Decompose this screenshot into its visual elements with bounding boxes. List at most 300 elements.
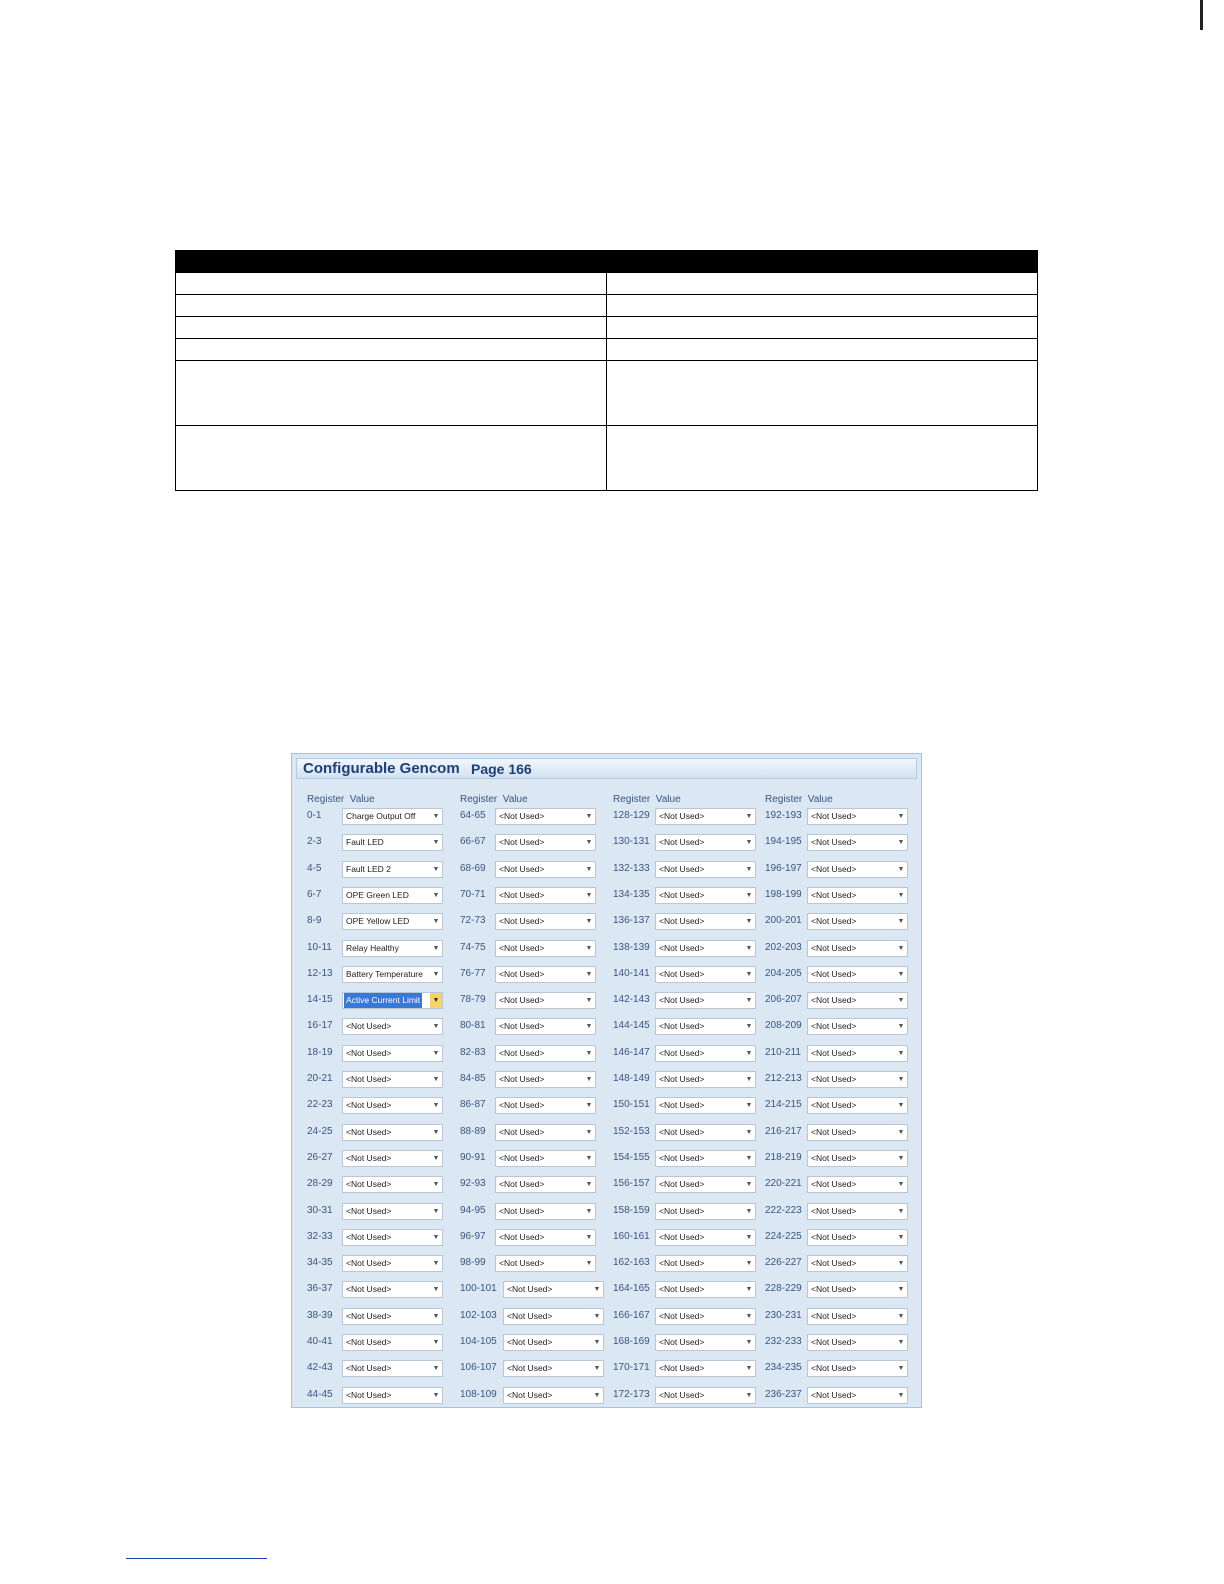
register-value-dropdown[interactable]: [807, 887, 908, 904]
dropdown-value: <Not Used>: [499, 995, 545, 1005]
panel-header: [296, 758, 917, 779]
register-value-dropdown[interactable]: [807, 808, 908, 825]
chevron-down-icon[interactable]: ▼: [897, 1129, 905, 1136]
dropdown-value: <Not Used>: [811, 1258, 857, 1268]
register-label: 224-225: [765, 1231, 802, 1242]
chevron-down-icon[interactable]: ▼: [593, 1339, 601, 1346]
chevron-down-icon[interactable]: ▼: [432, 892, 440, 899]
register-value-dropdown[interactable]: [807, 1045, 908, 1062]
dropdown-value: <Not Used>: [507, 1337, 553, 1347]
register-value-dropdown[interactable]: [655, 861, 756, 878]
table-cell: [607, 361, 1038, 426]
register-value-dropdown[interactable]: [503, 1360, 604, 1377]
dropdown-value: Active Current Limit: [344, 993, 422, 1008]
chevron-down-icon[interactable]: ▼: [745, 945, 753, 952]
register-value-dropdown[interactable]: [807, 1203, 908, 1220]
register-value-dropdown[interactable]: [807, 966, 908, 983]
chevron-down-icon[interactable]: ▼: [585, 945, 593, 952]
dropdown-value: Battery Temperature: [346, 969, 423, 979]
chevron-down-icon[interactable]: ▼: [897, 971, 905, 978]
chevron-down-icon[interactable]: ▼: [745, 839, 753, 846]
chevron-down-icon[interactable]: ▼: [897, 1023, 905, 1030]
register-label: 152-153: [613, 1126, 650, 1137]
chevron-down-icon[interactable]: ▼: [593, 1313, 601, 1320]
register-label: 68-69: [460, 863, 486, 874]
chevron-down-icon[interactable]: ▼: [745, 813, 753, 820]
register-value-dropdown[interactable]: [342, 992, 443, 1009]
chevron-down-icon[interactable]: ▼: [432, 1286, 440, 1293]
chevron-down-icon[interactable]: ▼: [432, 1260, 440, 1267]
register-label: 162-163: [613, 1257, 650, 1268]
chevron-down-icon[interactable]: ▼: [593, 1392, 601, 1399]
register-value-dropdown[interactable]: [655, 834, 756, 851]
register-value-dropdown[interactable]: [342, 1018, 443, 1035]
dropdown-value: Charge Output Off: [346, 811, 416, 821]
register-label: 158-159: [613, 1205, 650, 1216]
register-label: 154-155: [613, 1152, 650, 1163]
chevron-down-icon[interactable]: ▼: [432, 866, 440, 873]
register-value-dropdown[interactable]: [655, 1308, 756, 1325]
table-cell: [176, 339, 607, 361]
register-label: 132-133: [613, 863, 650, 874]
register-value-dropdown[interactable]: [655, 1097, 756, 1114]
chevron-down-icon[interactable]: ▼: [897, 1234, 905, 1241]
register-label: 192-193: [765, 810, 802, 821]
register-label: 170-171: [613, 1362, 650, 1373]
register-value-dropdown[interactable]: [342, 940, 443, 957]
chevron-down-icon[interactable]: ▼: [897, 1102, 905, 1109]
register-value-dropdown[interactable]: [655, 1229, 756, 1246]
register-value-dropdown[interactable]: [342, 1255, 443, 1272]
chevron-down-icon[interactable]: ▼: [585, 813, 593, 820]
chevron-down-icon[interactable]: ▼: [897, 1260, 905, 1267]
register-value-dropdown[interactable]: [655, 1203, 756, 1220]
chevron-down-icon[interactable]: ▼: [745, 1050, 753, 1057]
chevron-down-icon[interactable]: ▼: [585, 1023, 593, 1030]
register-value-dropdown[interactable]: [655, 1255, 756, 1272]
chevron-down-icon[interactable]: ▼: [432, 1365, 440, 1372]
register-value-dropdown[interactable]: [655, 913, 756, 930]
table-cell: [176, 426, 607, 491]
register-value-dropdown[interactable]: [342, 1150, 443, 1167]
chevron-down-icon[interactable]: ▼: [585, 918, 593, 925]
register-value-dropdown[interactable]: [807, 1018, 908, 1035]
dropdown-value: <Not Used>: [811, 1390, 857, 1400]
register-value-dropdown[interactable]: [495, 1203, 596, 1220]
footnote-rule: [126, 1558, 267, 1559]
chevron-down-icon[interactable]: ▼: [897, 866, 905, 873]
register-value-dropdown[interactable]: [655, 940, 756, 957]
register-value-dropdown[interactable]: [495, 1229, 596, 1246]
register-value-dropdown[interactable]: [342, 1229, 443, 1246]
chevron-down-icon[interactable]: ▼: [432, 1208, 440, 1215]
chevron-down-icon[interactable]: ▼: [432, 918, 440, 925]
chevron-down-icon[interactable]: ▼: [745, 866, 753, 873]
register-value-dropdown[interactable]: [807, 913, 908, 930]
register-value-dropdown[interactable]: [655, 1071, 756, 1088]
chevron-down-icon[interactable]: ▼: [745, 918, 753, 925]
chevron-down-icon[interactable]: ▼: [897, 918, 905, 925]
dropdown-value: <Not Used>: [659, 1074, 705, 1084]
register-label: 44-45: [307, 1389, 333, 1400]
register-value-dropdown[interactable]: [495, 887, 596, 904]
register-label: 200-201: [765, 915, 802, 926]
register-value-dropdown[interactable]: [495, 1255, 596, 1272]
chevron-down-icon[interactable]: ▼: [745, 1286, 753, 1293]
dropdown-value: <Not Used>: [811, 1179, 857, 1189]
register-value-dropdown[interactable]: [495, 1071, 596, 1088]
register-label: 104-105: [460, 1336, 497, 1347]
register-value-dropdown[interactable]: [807, 1176, 908, 1193]
dropdown-value: <Not Used>: [346, 1390, 392, 1400]
dropdown-value: <Not Used>: [499, 1074, 545, 1084]
chevron-down-icon[interactable]: ▼: [745, 1129, 753, 1136]
dropdown-value: <Not Used>: [499, 1232, 545, 1242]
chevron-down-icon[interactable]: ▼: [585, 1076, 593, 1083]
chevron-down-icon[interactable]: ▼: [745, 1260, 753, 1267]
register-value-dropdown[interactable]: [807, 834, 908, 851]
register-value-dropdown[interactable]: [807, 1255, 908, 1272]
dropdown-value: <Not Used>: [811, 1100, 857, 1110]
register-value-dropdown[interactable]: [655, 966, 756, 983]
chevron-down-icon[interactable]: ▼: [432, 1155, 440, 1162]
register-value-dropdown[interactable]: [807, 1124, 908, 1141]
register-label: 36-37: [307, 1283, 333, 1294]
chevron-down-icon[interactable]: ▼: [585, 1234, 593, 1241]
register-value-dropdown[interactable]: [655, 1360, 756, 1377]
dropdown-value: <Not Used>: [811, 1206, 857, 1216]
chevron-down-icon[interactable]: ▼: [585, 997, 593, 1004]
dropdown-value: <Not Used>: [811, 1127, 857, 1137]
chevron-down-icon[interactable]: ▼: [745, 1102, 753, 1109]
dropdown-value: <Not Used>: [659, 864, 705, 874]
register-label: 66-67: [460, 836, 486, 847]
register-value-dropdown[interactable]: [655, 992, 756, 1009]
chevron-down-icon[interactable]: ▼: [897, 1181, 905, 1188]
register-label: 128-129: [613, 810, 650, 821]
register-value-dropdown[interactable]: [503, 1281, 604, 1298]
register-value-dropdown[interactable]: [655, 1387, 756, 1404]
chevron-down-icon[interactable]: ▼: [432, 1339, 440, 1346]
chevron-down-icon[interactable]: ▼: [745, 1339, 753, 1346]
register-value-dropdown[interactable]: [807, 1150, 908, 1167]
dropdown-value: <Not Used>: [811, 1337, 857, 1347]
register-label: 136-137: [613, 915, 650, 926]
chevron-down-icon[interactable]: ▼: [585, 839, 593, 846]
chevron-down-icon[interactable]: ▼: [745, 1181, 753, 1188]
register-label: 214-215: [765, 1099, 802, 1110]
chevron-down-icon[interactable]: ▼: [897, 1365, 905, 1372]
table-row: [176, 273, 1038, 295]
register-label: 28-29: [307, 1178, 333, 1189]
chevron-down-icon[interactable]: ▼: [432, 813, 440, 820]
register-value-dropdown[interactable]: [342, 887, 443, 904]
register-value-dropdown[interactable]: [807, 1334, 908, 1351]
chevron-down-icon[interactable]: ▼: [745, 1234, 753, 1241]
register-value-dropdown[interactable]: [655, 1281, 756, 1298]
chevron-down-icon[interactable]: ▼: [432, 1313, 440, 1320]
register-label: 14-15: [307, 994, 333, 1005]
chevron-down-icon[interactable]: ▼: [897, 1339, 905, 1346]
register-label: 218-219: [765, 1152, 802, 1163]
chevron-down-icon[interactable]: ▼: [897, 1076, 905, 1083]
register-value-dropdown[interactable]: [495, 834, 596, 851]
chevron-down-icon[interactable]: ▼: [432, 1023, 440, 1030]
chevron-down-icon[interactable]: ▼: [897, 945, 905, 952]
register-value-dropdown[interactable]: [342, 1045, 443, 1062]
register-label: 220-221: [765, 1178, 802, 1189]
chevron-down-icon[interactable]: ▼: [432, 839, 440, 846]
register-label: 16-17: [307, 1020, 333, 1031]
dropdown-value: <Not Used>: [346, 1021, 392, 1031]
dropdown-value: <Not Used>: [811, 1074, 857, 1084]
register-value-dropdown[interactable]: [655, 1045, 756, 1062]
table-cell: [607, 273, 1038, 295]
chevron-down-icon[interactable]: ▼: [745, 1392, 753, 1399]
chevron-down-icon[interactable]: ▼: [432, 971, 440, 978]
register-label: 140-141: [613, 968, 650, 979]
column-header: Register Value: [613, 794, 681, 805]
register-value-dropdown[interactable]: [503, 1308, 604, 1325]
dropdown-value: <Not Used>: [811, 1153, 857, 1163]
register-label: 10-11: [307, 942, 332, 953]
page-number: Page 166: [471, 761, 532, 777]
chevron-down-icon[interactable]: ▼: [897, 813, 905, 820]
register-label: 26-27: [307, 1152, 333, 1163]
chevron-down-icon[interactable]: ▼: [432, 1392, 440, 1399]
register-value-dropdown[interactable]: [495, 966, 596, 983]
register-label: 22-23: [307, 1099, 333, 1110]
dropdown-value: <Not Used>: [811, 837, 857, 847]
dropdown-value: <Not Used>: [811, 1311, 857, 1321]
register-value-dropdown[interactable]: [807, 1229, 908, 1246]
register-label: 164-165: [613, 1283, 650, 1294]
register-value-dropdown[interactable]: [807, 1308, 908, 1325]
table-row: [176, 426, 1038, 491]
register-value-dropdown[interactable]: [342, 834, 443, 851]
register-value-dropdown[interactable]: [655, 1334, 756, 1351]
chevron-down-icon[interactable]: ▼: [745, 1023, 753, 1030]
register-value-dropdown[interactable]: [342, 1176, 443, 1193]
register-label: 156-157: [613, 1178, 650, 1189]
register-label: 236-237: [765, 1389, 802, 1400]
register-value-dropdown[interactable]: [495, 1045, 596, 1062]
register-value-dropdown[interactable]: [342, 1071, 443, 1088]
chevron-down-icon[interactable]: ▼: [745, 892, 753, 899]
dropdown-value: OPE Yellow LED: [346, 916, 410, 926]
register-label: 202-203: [765, 942, 802, 953]
register-label: 42-43: [307, 1362, 333, 1373]
register-value-dropdown[interactable]: [342, 1308, 443, 1325]
register-label: 198-199: [765, 889, 802, 900]
dropdown-value: <Not Used>: [811, 864, 857, 874]
chevron-down-icon[interactable]: ▼: [897, 1050, 905, 1057]
chevron-down-icon[interactable]: ▼: [593, 1365, 601, 1372]
register-label: 138-139: [613, 942, 650, 953]
register-label: 6-7: [307, 889, 322, 900]
chevron-down-icon[interactable]: ▼: [745, 1076, 753, 1083]
chevron-down-icon[interactable]: ▼: [745, 997, 753, 1004]
register-value-dropdown[interactable]: [342, 1360, 443, 1377]
chevron-down-icon[interactable]: ▼: [585, 1050, 593, 1057]
register-label: 144-145: [613, 1020, 650, 1031]
chevron-down-icon[interactable]: ▼: [585, 1155, 593, 1162]
register-label: 84-85: [460, 1073, 486, 1084]
dropdown-value: <Not Used>: [499, 890, 545, 900]
dropdown-value: <Not Used>: [659, 837, 705, 847]
register-label: 216-217: [765, 1126, 802, 1137]
chevron-down-icon[interactable]: ▼: [585, 971, 593, 978]
register-label: 2-3: [307, 836, 322, 847]
chevron-down-icon[interactable]: ▼: [585, 1102, 593, 1109]
register-value-dropdown[interactable]: [807, 1281, 908, 1298]
chevron-down-icon[interactable]: ▼: [897, 1208, 905, 1215]
register-value-dropdown[interactable]: [495, 913, 596, 930]
register-label: 18-19: [307, 1047, 333, 1058]
dropdown-value: <Not Used>: [499, 1021, 545, 1031]
register-value-dropdown[interactable]: [655, 1150, 756, 1167]
dropdown-value: <Not Used>: [811, 1021, 857, 1031]
register-value-dropdown[interactable]: [342, 966, 443, 983]
register-value-dropdown[interactable]: [342, 861, 443, 878]
register-value-dropdown[interactable]: [342, 1124, 443, 1141]
dropdown-value: <Not Used>: [346, 1074, 392, 1084]
register-label: 150-151: [613, 1099, 650, 1110]
table-cell: [607, 295, 1038, 317]
dropdown-value: <Not Used>: [499, 943, 545, 953]
chevron-down-icon[interactable]: ▼: [897, 1392, 905, 1399]
chevron-down-icon[interactable]: ▼: [432, 1076, 440, 1083]
chevron-down-icon[interactable]: ▼: [897, 997, 905, 1004]
chevron-down-icon[interactable]: ▼: [745, 1208, 753, 1215]
chevron-down-icon[interactable]: ▼: [432, 1181, 440, 1188]
chevron-down-icon[interactable]: ▼: [897, 839, 905, 846]
register-value-dropdown[interactable]: [495, 861, 596, 878]
register-label: 88-89: [460, 1126, 486, 1137]
chevron-down-icon[interactable]: ▼: [432, 1129, 440, 1136]
dropdown-value: OPE Green LED: [346, 890, 409, 900]
register-value-dropdown[interactable]: [655, 808, 756, 825]
chevron-down-icon[interactable]: ▼: [432, 1234, 440, 1241]
register-label: 196-197: [765, 863, 802, 874]
chevron-down-icon[interactable]: ▼: [432, 1102, 440, 1109]
register-value-dropdown[interactable]: [655, 1176, 756, 1193]
register-value-dropdown[interactable]: [807, 861, 908, 878]
table-row: [176, 295, 1038, 317]
chevron-down-icon[interactable]: ▼: [745, 1313, 753, 1320]
chevron-down-icon[interactable]: ▼: [745, 971, 753, 978]
register-label: 40-41: [307, 1336, 333, 1347]
register-label: 92-93: [460, 1178, 486, 1189]
dropdown-value: <Not Used>: [499, 916, 545, 926]
chevron-down-icon[interactable]: ▼: [432, 1050, 440, 1057]
register-label: 30-31: [307, 1205, 333, 1216]
register-value-dropdown[interactable]: [495, 940, 596, 957]
register-label: 146-147: [613, 1047, 650, 1058]
chevron-down-icon[interactable]: ▼: [585, 1181, 593, 1188]
table-cell: [607, 426, 1038, 491]
register-label: 90-91: [460, 1152, 486, 1163]
register-label: 172-173: [613, 1389, 650, 1400]
dropdown-value: <Not Used>: [499, 1100, 545, 1110]
register-value-dropdown[interactable]: [807, 1071, 908, 1088]
chevron-down-icon[interactable]: ▼: [593, 1286, 601, 1293]
register-value-dropdown[interactable]: [342, 1203, 443, 1220]
register-value-dropdown[interactable]: [495, 992, 596, 1009]
table-cell: [607, 317, 1038, 339]
dropdown-value: <Not Used>: [346, 1337, 392, 1347]
register-label: 148-149: [613, 1073, 650, 1084]
register-value-dropdown[interactable]: [655, 887, 756, 904]
register-label: 72-73: [460, 915, 486, 926]
dropdown-value: <Not Used>: [811, 1363, 857, 1373]
chevron-down-icon[interactable]: ▼: [585, 1208, 593, 1215]
chevron-down-icon[interactable]: ▼: [897, 1155, 905, 1162]
register-value-dropdown[interactable]: [495, 1097, 596, 1114]
register-value-dropdown[interactable]: [807, 940, 908, 957]
dropdown-value: <Not Used>: [659, 995, 705, 1005]
dropdown-value: <Not Used>: [659, 811, 705, 821]
register-value-dropdown[interactable]: [655, 1018, 756, 1035]
register-value-dropdown[interactable]: [503, 1387, 604, 1404]
register-value-dropdown[interactable]: [342, 1334, 443, 1351]
register-label: 134-135: [613, 889, 650, 900]
register-value-dropdown[interactable]: [807, 1360, 908, 1377]
chevron-down-icon[interactable]: ▼: [745, 1365, 753, 1372]
register-value-dropdown[interactable]: [495, 808, 596, 825]
register-value-dropdown[interactable]: [342, 1281, 443, 1298]
register-label: 32-33: [307, 1231, 333, 1242]
chevron-down-icon[interactable]: ▼: [430, 993, 442, 1008]
register-label: 208-209: [765, 1020, 802, 1031]
register-value-dropdown[interactable]: [655, 1124, 756, 1141]
chevron-down-icon[interactable]: ▼: [897, 1313, 905, 1320]
register-value-dropdown[interactable]: [807, 992, 908, 1009]
register-value-dropdown[interactable]: [495, 1176, 596, 1193]
register-value-dropdown[interactable]: [503, 1334, 604, 1351]
chevron-down-icon[interactable]: ▼: [585, 1260, 593, 1267]
chevron-down-icon[interactable]: ▼: [585, 892, 593, 899]
register-label: 74-75: [460, 942, 486, 953]
register-value-dropdown[interactable]: [807, 1097, 908, 1114]
table-cell: [176, 361, 607, 426]
chevron-down-icon[interactable]: ▼: [745, 1155, 753, 1162]
dropdown-value: <Not Used>: [499, 837, 545, 847]
register-value-dropdown[interactable]: [342, 1097, 443, 1114]
register-label: 234-235: [765, 1362, 802, 1373]
register-label: 80-81: [460, 1020, 486, 1031]
register-value-dropdown[interactable]: [342, 808, 443, 825]
dropdown-value: <Not Used>: [811, 890, 857, 900]
chevron-down-icon[interactable]: ▼: [432, 945, 440, 952]
register-value-dropdown[interactable]: [495, 1150, 596, 1167]
chevron-down-icon[interactable]: ▼: [897, 892, 905, 899]
dropdown-value: <Not Used>: [659, 1284, 705, 1294]
register-value-dropdown[interactable]: [807, 1387, 908, 1404]
dropdown-value: <Not Used>: [659, 943, 705, 953]
register-value-dropdown[interactable]: [495, 1124, 596, 1141]
register-value-dropdown[interactable]: [342, 913, 443, 930]
chevron-down-icon[interactable]: ▼: [585, 866, 593, 873]
chevron-down-icon[interactable]: ▼: [585, 1129, 593, 1136]
register-value-dropdown[interactable]: [342, 1387, 443, 1404]
dropdown-value: <Not Used>: [499, 1179, 545, 1189]
table-cell: [607, 339, 1038, 361]
chevron-down-icon[interactable]: ▼: [897, 1286, 905, 1293]
table-header-cell: [176, 251, 1038, 273]
register-value-dropdown[interactable]: [495, 1018, 596, 1035]
register-label: 226-227: [765, 1257, 802, 1268]
